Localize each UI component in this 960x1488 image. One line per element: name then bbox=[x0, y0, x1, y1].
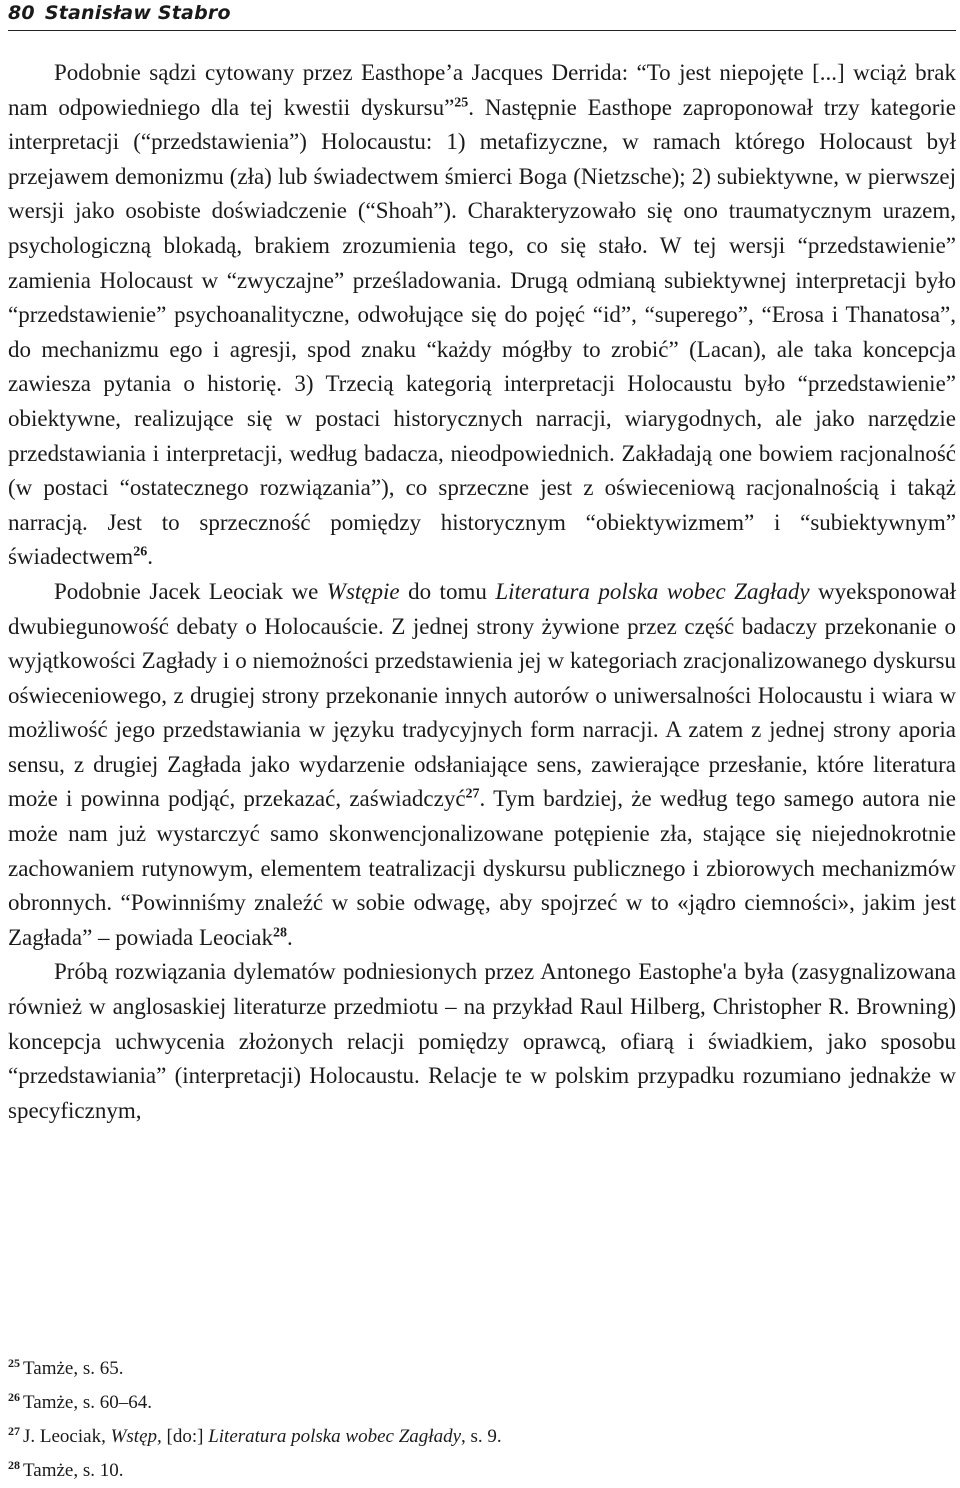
paragraph-2 bbox=[8, 575, 956, 956]
footnote-25 bbox=[8, 1352, 908, 1386]
p2-text-b: do tomu bbox=[399, 578, 496, 604]
footnote-number: 27 bbox=[8, 1423, 20, 1438]
footnote-text: Tamże, s. 10. bbox=[23, 1460, 124, 1481]
footnote-ref-25[interactable]: 25 bbox=[454, 94, 469, 110]
footnote-text-mid: [do:] bbox=[161, 1426, 209, 1447]
page-number: 80 bbox=[8, 2, 35, 24]
footnote-text-post: , s. 9. bbox=[461, 1426, 502, 1447]
footnote-italic-title: Literatura polska wobec Zagłady bbox=[208, 1426, 462, 1447]
paragraph-1 bbox=[8, 56, 956, 575]
footnote-27 bbox=[8, 1420, 908, 1454]
p1-text-b: . Następnie Easthope zaproponował trzy kategorie interpretacji (“przedstawienia”) Holocaustu: 1) metafizyczne, w ramach którego Holocaust był przejawem demonizmu (zła) lub świadectwem śmierci Boga (Nietzsche); 2) subiektywne, w pierwszej wersji jako osobiste doświadczenie (“Shoah”). Charakteryzowało się ono traumatycznym urazem, psychologiczną blokadą, brakiem zrozumienia tego, co się stało. W tej wersji “przedstawienie” zamienia Holocaust w “zwyczajne” prześladowania. Drugą odmianą subiektywnej interpretacji było “przedstawienie” psychoanalityczne, odwołujące się do pojęć “id”, “superego”, “Erosa i Thanatosa”, do mechanizmu ego i agresji, spod znaku “każdy mógłby to zrobić” (Lacan), ale taka koncepcja zawiesza pytania o historię. 3) Trzecią kategorią interpretacji Holocaustu było “przedstawienie” obiektywne, realizujące się w postaci historycznych narracji, wiarygodnych, ale jako narzędzie przedstawiania i interpretacji, według badacza, nieodpowiednich. Zakładają one bowiem racjonalność (w postaci “ostatecznego rozwiązania”), co sprzeczne jest z oświeceniową racjonalnością i takąż narracją. Jest to sprzeczność pomiędzy historycznym “obiektywizmem” i “subiektywnym” świadectwem bbox=[8, 94, 956, 570]
footnote-text-pre: J. Leociak, bbox=[23, 1426, 111, 1447]
footnote-text: Tamże, s. 60–64. bbox=[23, 1392, 153, 1413]
footnote-ref-26[interactable]: 26 bbox=[133, 544, 148, 560]
running-head-author: Stanisław Stabro bbox=[44, 2, 231, 24]
footnote-italic-wstep: Wstęp, bbox=[110, 1426, 162, 1447]
main-text bbox=[8, 56, 956, 1128]
p2-text-d: . Tym bardziej, że według tego samego autora nie może nam już wystarczyć samo skonwencjonalizowane potępienie zła, stające się niejednokrotnie zachowaniem rutynowym, elementem teatralizacji dyskursu publicznego i zbiorowych mechanizmów obronnych. “Powinniśmy znaleźć w sobie odwagę, aby spojrzeć w to «jądro ciemności», jakim jest Zagłada” – powiada Leociak bbox=[8, 786, 957, 950]
footnote-number: 28 bbox=[8, 1457, 20, 1472]
paragraph-3: Próbą rozwiązania dylematów podniesionych przez Antonego Eastophe'a była (zasygnalizowana również w anglosaskiej literaturze przedmiotu – na przykład Raul Hilberg, Christopher R. Browning) koncepcja uchwycenia złożonych relacji pomiędzy oprawcą, ofiarą i świadkiem, jako sposobu “przedstawiania” (interpretacji) Holocaustu. Relacje te w polskim przypadku rozumiano jednakże w specyficznym, bbox=[8, 959, 956, 1123]
p2-italic-title: Literatura polska wobec Zagłady bbox=[495, 578, 810, 604]
p2-text-e: . bbox=[287, 924, 293, 950]
p2-text-c: wyeksponował dwubiegunowość debaty o Holocauście. Z jednej strony żywione przez część badaczy przekonanie o wyjątkowości Zagłady i o niemożności przedstawienia jej w kategoriach zracjonalizowanego dyskursu oświeceniowego, z drugiej strony przekonanie innych autorów o uniwersalności Holocaustu i wiara w możliwość jego przedstawiania w języku tradycyjnych form narracji. A zatem z jednej strony aporia sensu, z drugiej Zagłada jako wydarzenie odsłaniające sens, zawierające przesłanie, które literatura może i powinna podjąć, przekazać, zaświadczyć bbox=[8, 578, 957, 812]
p2-italic-wstepie: Wstępie bbox=[326, 578, 400, 604]
footnote-26 bbox=[8, 1386, 908, 1420]
footnote-ref-28[interactable]: 28 bbox=[273, 925, 288, 941]
p1-text-c: . bbox=[147, 544, 153, 570]
p2-text-a: Podobnie Jacek Leociak we bbox=[54, 578, 327, 604]
running-header bbox=[8, 0, 956, 31]
footnote-28 bbox=[8, 1454, 908, 1488]
footnote-number: 26 bbox=[8, 1389, 20, 1404]
p1-text-a: Podobnie sądzi cytowany przez Easthope’a Jacques Derrida: “To jest niepojęte [...] wciąż brak nam odpowiedniego dla tej kwestii dyskursu” bbox=[8, 60, 956, 120]
footnotes bbox=[8, 1352, 908, 1488]
footnote-text: Tamże, s. 65. bbox=[23, 1358, 124, 1379]
footnote-number: 25 bbox=[8, 1355, 20, 1370]
footnote-ref-27[interactable]: 27 bbox=[465, 786, 480, 802]
